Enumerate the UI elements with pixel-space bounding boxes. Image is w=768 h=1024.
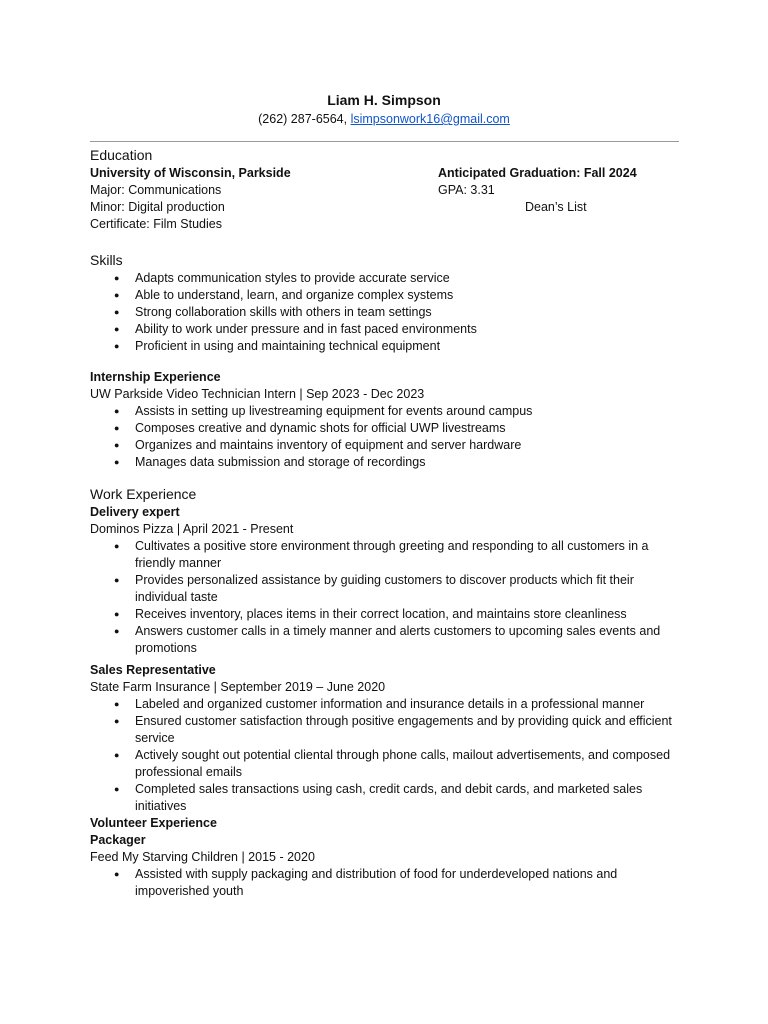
skills-heading: Skills	[90, 252, 123, 268]
internship-list	[90, 403, 679, 471]
list-item-line: Cultivates a positive store environment through greeting and responding to all customers in a	[135, 539, 649, 553]
job-employer: State Farm Insurance | September 2019 – June 2020	[90, 680, 386, 694]
list-item-line: service	[135, 731, 175, 745]
list-item: ● Assists in setting up livestreaming equipment for events around campus	[90, 403, 679, 420]
list-item-line: impoverished youth	[135, 884, 244, 898]
list-item	[90, 572, 679, 606]
list-item-line: Actively sought out potential cliental through phone calls, mailout advertisements, and composed	[135, 748, 671, 762]
list-item	[90, 606, 679, 623]
job-duties-list	[90, 696, 679, 815]
volunteer-org: Feed My Starving Children | 2015 - 2020	[90, 850, 315, 864]
list-item-line: Labeled and organized customer information and insurance details in a professional manner	[135, 697, 645, 711]
list-item: ● Ability to work under pressure and in fast paced environments	[90, 321, 679, 338]
major: Major: Communications	[90, 183, 222, 197]
gpa: GPA: 3.31	[438, 183, 495, 197]
work-heading: Work Experience	[90, 486, 197, 502]
list-item: ● Organizes and maintains inventory of equipment and server hardware	[90, 437, 679, 454]
internship-role: UW Parkside Video Technician Intern | Sep 2023 - Dec 2023	[90, 387, 425, 401]
job-duties-list	[90, 538, 679, 657]
list-item	[90, 713, 679, 747]
education-section	[90, 165, 679, 251]
skills-list	[90, 270, 679, 355]
phone-number: (262) 287-6564,	[258, 112, 351, 126]
job-employer: Dominos Pizza | April 2021 - Present	[90, 522, 294, 536]
list-item	[90, 866, 679, 900]
education-right-column	[438, 165, 679, 216]
list-item: ● Able to understand, learn, and organize complex systems	[90, 287, 679, 304]
list-item: ● Manages data submission and storage of recordings	[90, 454, 679, 471]
list-item-line: Ensured customer satisfaction through positive engagements and by providing quick and efficient	[135, 714, 672, 728]
list-item: ● Adapts communication styles to provide accurate service	[90, 270, 679, 287]
job-title: Sales Representative	[90, 663, 216, 677]
list-item	[90, 747, 679, 781]
contact-line	[0, 112, 768, 126]
list-item-line: initiatives	[135, 799, 187, 813]
list-item: ● Composes creative and dynamic shots for official UWP livestreams	[90, 420, 679, 437]
list-item	[90, 538, 679, 572]
list-item: ● Strong collaboration skills with others in team settings	[90, 304, 679, 321]
candidate-name: Liam H. Simpson	[327, 92, 441, 108]
list-item	[90, 623, 679, 657]
resume-body	[90, 146, 679, 900]
school-name: University of Wisconsin, Parkside	[90, 166, 291, 180]
list-item-line: friendly manner	[135, 556, 222, 570]
volunteer-duties-list	[90, 866, 679, 900]
list-item-line: Completed sales transactions using cash, credit cards, and debit cards, and marketed sales	[135, 782, 643, 796]
list-item-line: professional emails	[135, 765, 242, 779]
minor: Minor: Digital production	[90, 200, 225, 214]
email-link[interactable]: lsimpsonwork16@gmail.com	[350, 112, 510, 126]
volunteer-heading: Volunteer Experience	[90, 816, 217, 830]
volunteer-title: Packager	[90, 833, 146, 847]
job-title: Delivery expert	[90, 505, 180, 519]
internship-heading: Internship Experience	[90, 370, 221, 384]
list-item-line: Receives inventory, places items in their correct location, and maintains store cleanliness	[135, 607, 627, 621]
header-divider	[90, 141, 679, 142]
education-left-column	[90, 165, 291, 233]
education-heading: Education	[90, 147, 153, 163]
list-item	[90, 781, 679, 815]
graduation-date: Anticipated Graduation: Fall 2024	[438, 166, 637, 180]
list-item-line: Assisted with supply packaging and distribution of food for underdeveloped nations and	[135, 867, 618, 881]
list-item-line: individual taste	[135, 590, 218, 604]
honors: Dean’s List	[525, 200, 587, 214]
list-item-line: Provides personalized assistance by guiding customers to discover products which fit their	[135, 573, 634, 587]
list-item-line: promotions	[135, 641, 197, 655]
list-item-line: Answers customer calls in a timely manner and alerts customers to upcoming sales events and	[135, 624, 661, 638]
list-item	[90, 696, 679, 713]
certificate: Certificate: Film Studies	[90, 217, 222, 231]
list-item: ● Proficient in using and maintaining technical equipment	[90, 338, 679, 355]
